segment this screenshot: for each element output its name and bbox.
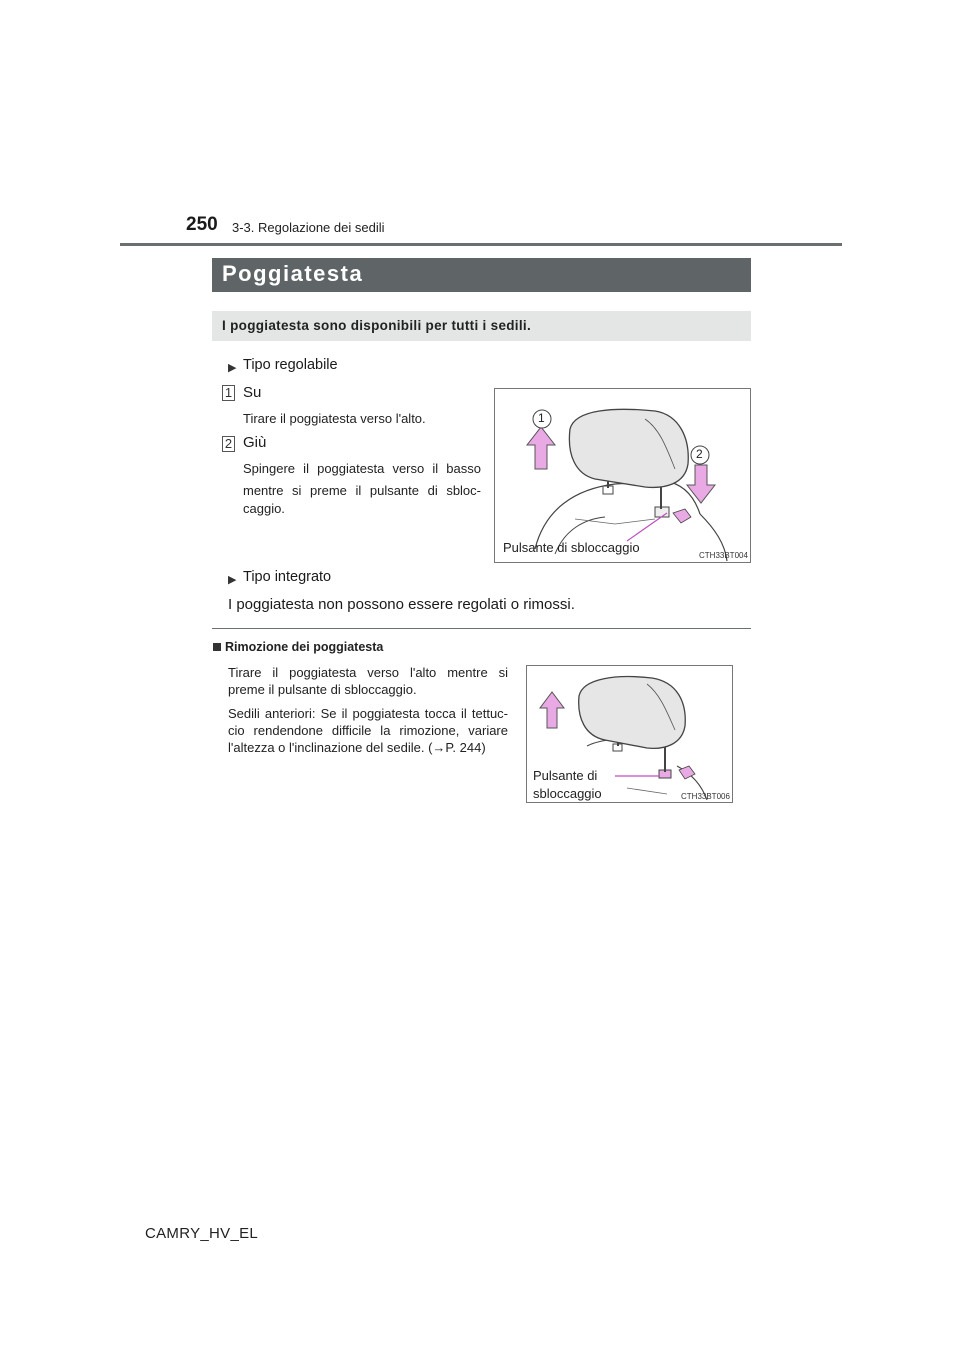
callout-1: 1 — [538, 411, 545, 425]
figure-2-label-line-2: sbloccaggio — [533, 786, 602, 801]
step-2-line-3: caggio. — [243, 501, 285, 516]
square-bullet-icon — [213, 643, 221, 651]
headrest-illustration — [495, 389, 750, 562]
removal-para2-line-3: l'altezza o l'inclinazione del sedile. (→P. 244) — [228, 740, 486, 755]
footer-model-code: CAMRY_HV_EL — [145, 1225, 259, 1242]
removal-para2-line-2: cio rendendone difficile la rimozione, variare — [228, 723, 508, 738]
figure-headrest-removal — [526, 665, 733, 803]
page-title: Poggiatesta — [222, 261, 364, 286]
step-2-line-1: Spingere il poggiatesta verso il basso — [243, 461, 481, 476]
removal-para2-line-1: Sedili anteriori: Se il poggiatesta tocca il tettuc- — [228, 706, 508, 721]
header-rule — [120, 243, 842, 246]
triangle-bullet-icon: ▶ — [228, 362, 237, 374]
figure-2-label-line-1: Pulsante di — [533, 768, 598, 783]
step-2-title: Giù — [243, 434, 267, 451]
figure-2-code: CTH33BT006 — [681, 792, 730, 801]
figure-adjustable-headrest — [494, 388, 751, 563]
removal-para1-line-1: Tirare il poggiatesta verso l'alto mentre si — [228, 665, 508, 680]
triangle-bullet-icon: ▶ — [228, 574, 237, 586]
integrated-type-label: Tipo integrato — [243, 569, 332, 585]
figure-1-code: CTH33BT004 — [699, 551, 748, 560]
step-1-title: Su — [243, 384, 262, 401]
step-number-1: 1 — [222, 385, 235, 401]
step-number-2: 2 — [222, 436, 235, 452]
step-1-text: Tirare il poggiatesta verso l'alto. — [243, 411, 426, 426]
section-title: 3-3. Regolazione dei sedili — [232, 220, 385, 235]
section-rule — [212, 628, 751, 629]
removal-para1-line-2: preme il pulsante di sbloccaggio. — [228, 682, 417, 697]
integrated-type-text: I poggiatesta non possono essere regolati o rimossi. — [228, 596, 575, 613]
adjustable-type-label: Tipo regolabile — [243, 357, 338, 373]
figure-1-release-label: Pulsante di sbloccaggio — [503, 540, 640, 555]
removal-title: Rimozione dei poggiatesta — [225, 640, 384, 654]
intro-text: I poggiatesta sono disponibili per tutti i sedili. — [222, 318, 532, 333]
callout-2: 2 — [696, 447, 703, 461]
page-number: 250 — [186, 214, 218, 235]
step-2-line-2: mentre si preme il pulsante di sbloc- — [243, 483, 481, 498]
